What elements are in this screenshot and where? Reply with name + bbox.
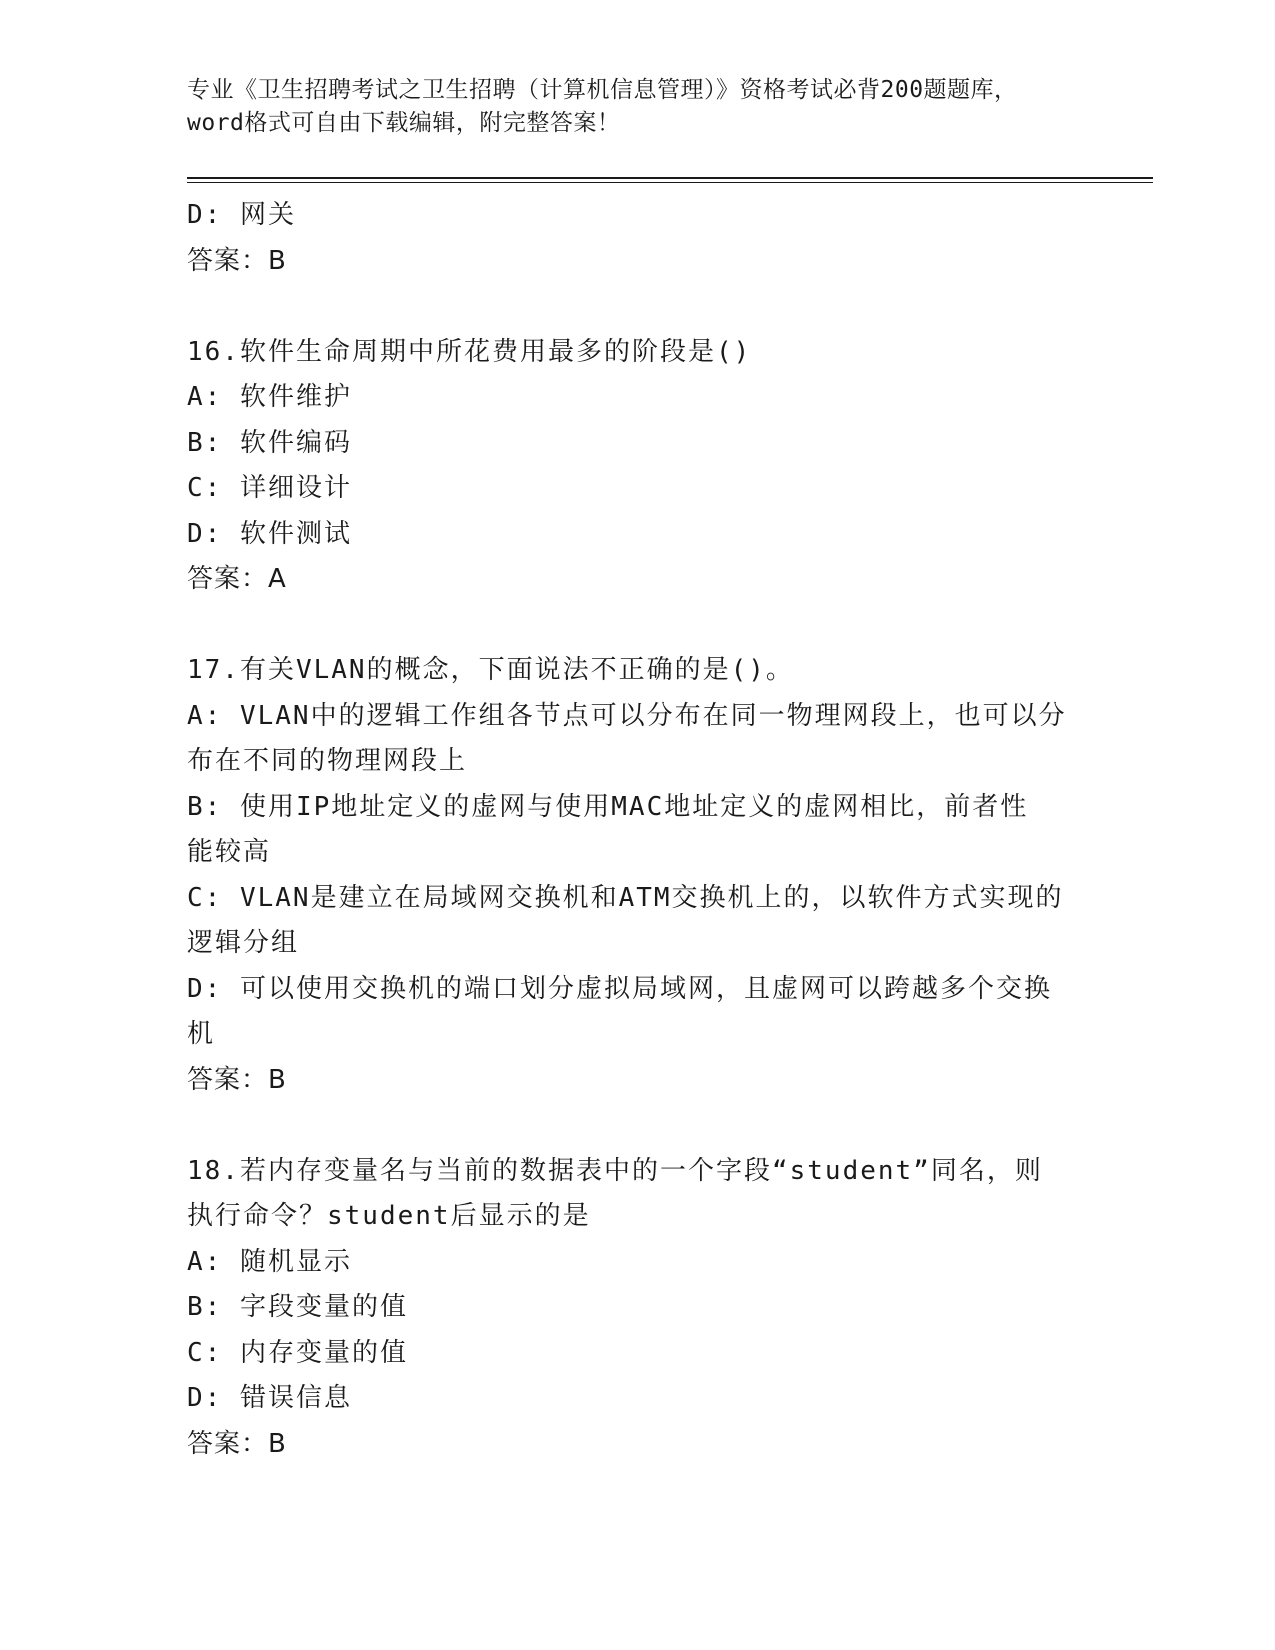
option-a: A: VLAN中的逻辑工作组各节点可以分布在同一物理网段上，也可以分: [187, 700, 1067, 731]
question-stem-continued: 执行命令？student后显示的是: [187, 1201, 591, 1231]
spacer: [187, 1103, 1087, 1149]
option-b: B: 字段变量的值: [187, 1292, 408, 1322]
question-stem: 16.软件生命周期中所花费用最多的阶段是(): [187, 336, 752, 367]
option-a: A: 软件维护: [187, 382, 352, 412]
question-stem: 17.有关VLAN的概念，下面说法不正确的是()。: [187, 655, 794, 685]
answer-line: 答案：B: [187, 245, 287, 276]
option-b: B: 软件编码: [187, 427, 352, 458]
option-a-continued: 布在不同的物理网段上: [187, 746, 468, 776]
option-c-continued: 逻辑分组: [187, 928, 300, 958]
question-17: [187, 648, 1087, 1103]
question-stem: 18.若内存变量名与当前的数据表中的一个字段“student”同名，则: [187, 1155, 1043, 1186]
option-d: D: 错误信息: [187, 1383, 352, 1413]
spacer: [187, 603, 1087, 649]
header-divider-thick: [187, 177, 1153, 179]
spacer: [187, 284, 1087, 330]
question-18: [187, 1149, 1087, 1468]
option-d: D: 可以使用交换机的端口划分虚拟局域网，且虚网可以跨越多个交换: [187, 973, 1052, 1004]
option-c: C: 内存变量的值: [187, 1337, 408, 1368]
question-16: [187, 330, 1087, 603]
header-title-line-2: word格式可自由下载编辑，附完整答案！: [187, 110, 621, 136]
answer-line: 答案：B: [187, 1428, 287, 1459]
option-c: C: VLAN是建立在局域网交换机和ATM交换机上的，以软件方式实现的: [187, 882, 1064, 913]
option-d: D: 网关: [187, 200, 296, 230]
answer-line: 答案：A: [187, 564, 287, 594]
option-d: D: 软件测试: [187, 518, 352, 549]
option-a: A: 随机显示: [187, 1246, 352, 1277]
answer-line: 答案：B: [187, 1064, 287, 1095]
prev-question: [187, 193, 1087, 284]
header-divider-thin: [187, 182, 1153, 183]
option-d-continued: 机: [187, 1019, 216, 1049]
document-header: [187, 74, 1087, 140]
header-title-line-1: 专业《卫生招聘考试之卫生招聘（计算机信息管理）》资格考试必背200题题库，: [187, 77, 1018, 103]
question-list: [187, 193, 1087, 1467]
option-b-continued: 能较高: [187, 837, 272, 867]
option-c: C: 详细设计: [187, 473, 352, 503]
option-b: B: 使用IP地址定义的虚网与使用MAC地址定义的虚网相比，前者性: [187, 791, 1029, 822]
